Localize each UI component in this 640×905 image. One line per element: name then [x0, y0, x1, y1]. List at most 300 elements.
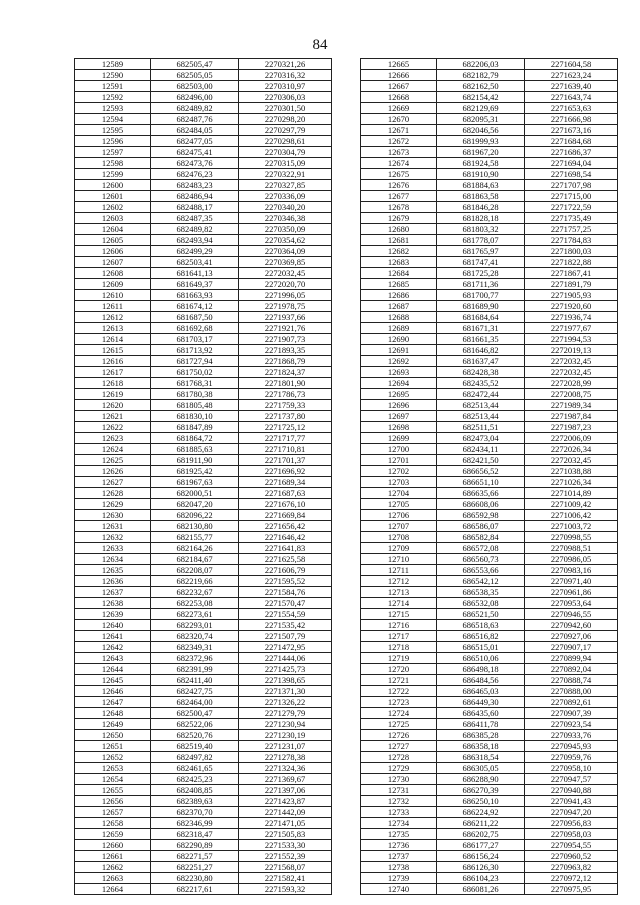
point-number: 12658 — [75, 818, 151, 829]
table-row — [361, 785, 618, 796]
coordinate-x: 682511,51 — [437, 422, 525, 433]
coordinate-x: 681750,02 — [151, 367, 239, 378]
point-number: 12605 — [75, 235, 151, 246]
point-number: 12642 — [75, 642, 151, 653]
coordinate-x: 682434,11 — [437, 444, 525, 455]
table-row — [75, 642, 332, 653]
coordinate-y: 2270322,91 — [239, 169, 332, 180]
point-number: 12594 — [75, 114, 151, 125]
coordinate-x: 686270,39 — [437, 785, 525, 796]
coordinate-y: 2271996,05 — [239, 290, 332, 301]
point-number: 12704 — [361, 488, 437, 499]
point-number: 12590 — [75, 70, 151, 81]
coordinate-x: 681863,58 — [437, 191, 525, 202]
coordinate-x: 681805,48 — [151, 400, 239, 411]
coordinate-y: 2271994,53 — [525, 334, 618, 345]
coordinate-y: 2271800,03 — [525, 246, 618, 257]
coordinate-x: 682372,96 — [151, 653, 239, 664]
coordinate-y: 2271936,74 — [525, 312, 618, 323]
table-row — [75, 125, 332, 136]
table-row — [75, 411, 332, 422]
coordinate-x: 682500,47 — [151, 708, 239, 719]
coordinate-y: 2270899,94 — [525, 653, 618, 664]
coordinate-x: 682522,06 — [151, 719, 239, 730]
coordinate-x: 682461,65 — [151, 763, 239, 774]
coordinate-x: 686651,10 — [437, 477, 525, 488]
coordinate-y: 2270892,61 — [525, 697, 618, 708]
table-row — [361, 609, 618, 620]
coordinate-y: 2271707,98 — [525, 180, 618, 191]
table-row — [361, 92, 618, 103]
point-number: 12608 — [75, 268, 151, 279]
coordinate-y: 2272006,09 — [525, 433, 618, 444]
point-number: 12681 — [361, 235, 437, 246]
table-row — [75, 862, 332, 873]
coordinate-x: 686435,60 — [437, 708, 525, 719]
table-row — [361, 334, 618, 345]
point-number: 12599 — [75, 169, 151, 180]
table-row — [361, 312, 618, 323]
coordinate-y: 2271824,37 — [239, 367, 332, 378]
point-number: 12720 — [361, 664, 437, 675]
point-number: 12604 — [75, 224, 151, 235]
coordinate-x: 681911,90 — [151, 455, 239, 466]
table-row — [361, 444, 618, 455]
point-number: 12690 — [361, 334, 437, 345]
coordinate-x: 681864,72 — [151, 433, 239, 444]
coordinate-x: 681765,97 — [437, 246, 525, 257]
coordinate-y: 2270998,55 — [525, 532, 618, 543]
coordinate-x: 682154,42 — [437, 92, 525, 103]
coordinate-x: 686586,07 — [437, 521, 525, 532]
coordinate-x: 682253,08 — [151, 598, 239, 609]
coordinate-y: 2270298,20 — [239, 114, 332, 125]
point-number: 12659 — [75, 829, 151, 840]
coordinate-x: 681885,63 — [151, 444, 239, 455]
coordinate-y: 2270963,82 — [525, 862, 618, 873]
coordinate-y: 2271694,04 — [525, 158, 618, 169]
coordinate-x: 681924,58 — [437, 158, 525, 169]
point-number: 12660 — [75, 840, 151, 851]
coordinates-table-left — [74, 58, 332, 895]
point-number: 12706 — [361, 510, 437, 521]
table-row — [361, 499, 618, 510]
coordinate-y: 2271698,54 — [525, 169, 618, 180]
coordinate-y: 2271801,90 — [239, 378, 332, 389]
point-number: 12643 — [75, 653, 151, 664]
coordinate-y: 2271786,73 — [239, 389, 332, 400]
coordinate-y: 2271423,87 — [239, 796, 332, 807]
point-number: 12650 — [75, 730, 151, 741]
point-number: 12622 — [75, 422, 151, 433]
table-row — [361, 290, 618, 301]
point-number: 12602 — [75, 202, 151, 213]
coordinate-y: 2272032,45 — [525, 356, 618, 367]
point-number: 12689 — [361, 323, 437, 334]
coordinate-y: 2271584,76 — [239, 587, 332, 598]
coordinate-y: 2272019,13 — [525, 345, 618, 356]
point-number: 12634 — [75, 554, 151, 565]
coordinate-x: 682408,85 — [151, 785, 239, 796]
coordinate-x: 681689,90 — [437, 301, 525, 312]
point-number: 12640 — [75, 620, 151, 631]
table-row — [75, 697, 332, 708]
table-row — [361, 543, 618, 554]
coordinate-y: 2271725,12 — [239, 422, 332, 433]
table-row — [361, 818, 618, 829]
table-row — [75, 290, 332, 301]
coordinate-y: 2272028,99 — [525, 378, 618, 389]
coordinate-y: 2272008,75 — [525, 389, 618, 400]
coordinate-y: 2270892,04 — [525, 664, 618, 675]
coordinate-x: 686592,98 — [437, 510, 525, 521]
point-number: 12684 — [361, 268, 437, 279]
table-row — [75, 818, 332, 829]
coordinate-y: 2271568,07 — [239, 862, 332, 873]
point-number: 12676 — [361, 180, 437, 191]
coordinate-x: 682484,05 — [151, 125, 239, 136]
coordinate-x: 686177,27 — [437, 840, 525, 851]
point-number: 12592 — [75, 92, 151, 103]
table-row — [361, 257, 618, 268]
point-number: 12711 — [361, 565, 437, 576]
point-number: 12709 — [361, 543, 437, 554]
coordinate-x: 681768,31 — [151, 378, 239, 389]
coordinate-x: 682000,51 — [151, 488, 239, 499]
coordinate-y: 2271656,42 — [239, 521, 332, 532]
point-number: 12652 — [75, 752, 151, 763]
table-row — [75, 158, 332, 169]
table-row — [75, 191, 332, 202]
table-row — [361, 521, 618, 532]
point-number: 12682 — [361, 246, 437, 257]
table-row — [361, 752, 618, 763]
coordinate-y: 2270354,62 — [239, 235, 332, 246]
table-row — [361, 631, 618, 642]
coordinate-x: 682520,76 — [151, 730, 239, 741]
table-row — [75, 653, 332, 664]
coordinate-x: 686560,73 — [437, 554, 525, 565]
table-row — [75, 796, 332, 807]
coordinate-y: 2271784,83 — [525, 235, 618, 246]
point-number: 12669 — [361, 103, 437, 114]
table-row — [361, 697, 618, 708]
table-row — [75, 774, 332, 785]
table-row — [361, 510, 618, 521]
coordinate-y: 2270321,26 — [239, 59, 332, 70]
point-number: 12593 — [75, 103, 151, 114]
coordinate-y: 2271535,42 — [239, 620, 332, 631]
point-number: 12655 — [75, 785, 151, 796]
table-row — [361, 136, 618, 147]
coordinate-x: 686288,90 — [437, 774, 525, 785]
coordinate-y: 2271684,68 — [525, 136, 618, 147]
point-number: 12700 — [361, 444, 437, 455]
table-row — [75, 532, 332, 543]
coordinate-y: 2270888,74 — [525, 675, 618, 686]
coordinate-y: 2271230,19 — [239, 730, 332, 741]
coordinate-x: 682370,70 — [151, 807, 239, 818]
table-row — [361, 653, 618, 664]
point-number: 12630 — [75, 510, 151, 521]
table-row — [361, 59, 618, 70]
table-row — [75, 301, 332, 312]
coordinate-x: 681727,94 — [151, 356, 239, 367]
table-row — [75, 422, 332, 433]
table-row — [75, 103, 332, 114]
point-number: 12694 — [361, 378, 437, 389]
coordinate-y: 2271595,52 — [239, 576, 332, 587]
coordinate-x: 682503,00 — [151, 81, 239, 92]
coordinate-y: 2271471,05 — [239, 818, 332, 829]
coordinate-y: 2270971,40 — [525, 576, 618, 587]
table-row — [75, 136, 332, 147]
point-number: 12654 — [75, 774, 151, 785]
coordinate-y: 2271324,36 — [239, 763, 332, 774]
table-row — [361, 477, 618, 488]
table-row — [75, 631, 332, 642]
table-row — [361, 565, 618, 576]
coordinate-x: 686465,03 — [437, 686, 525, 697]
point-number: 12601 — [75, 191, 151, 202]
coordinate-x: 682182,79 — [437, 70, 525, 81]
table-row — [75, 488, 332, 499]
point-number: 12685 — [361, 279, 437, 290]
coordinate-y: 2271003,72 — [525, 521, 618, 532]
point-number: 12626 — [75, 466, 151, 477]
point-number: 12633 — [75, 543, 151, 554]
coordinate-y: 2271710,81 — [239, 444, 332, 455]
point-number: 12717 — [361, 631, 437, 642]
table-row — [361, 356, 618, 367]
table-row — [361, 125, 618, 136]
coordinate-y: 2270907,17 — [525, 642, 618, 653]
coordinate-y: 2270327,85 — [239, 180, 332, 191]
coordinate-y: 2270958,10 — [525, 763, 618, 774]
coordinate-y: 2271425,73 — [239, 664, 332, 675]
table-row — [75, 334, 332, 345]
point-number: 12731 — [361, 785, 437, 796]
point-number: 12631 — [75, 521, 151, 532]
coordinate-y: 2271687,63 — [239, 488, 332, 499]
point-number: 12662 — [75, 862, 151, 873]
point-number: 12707 — [361, 521, 437, 532]
coordinate-y: 2271696,92 — [239, 466, 332, 477]
table-row — [75, 807, 332, 818]
point-number: 12611 — [75, 301, 151, 312]
point-number: 12644 — [75, 664, 151, 675]
point-number: 12596 — [75, 136, 151, 147]
coordinate-y: 2271442,09 — [239, 807, 332, 818]
coordinate-x: 681711,36 — [437, 279, 525, 290]
table-row — [361, 202, 618, 213]
coordinate-y: 2271643,74 — [525, 92, 618, 103]
table-row — [75, 884, 332, 895]
table-row — [361, 433, 618, 444]
coordinate-y: 2270983,16 — [525, 565, 618, 576]
coordinate-x: 682487,76 — [151, 114, 239, 125]
table-row — [75, 147, 332, 158]
table-row — [75, 213, 332, 224]
point-number: 12725 — [361, 719, 437, 730]
coordinate-y: 2271369,67 — [239, 774, 332, 785]
table-row — [361, 686, 618, 697]
table-row — [75, 180, 332, 191]
table-row — [75, 741, 332, 752]
coordinate-y: 2270961,86 — [525, 587, 618, 598]
point-number: 12697 — [361, 411, 437, 422]
point-number: 12738 — [361, 862, 437, 873]
point-number: 12678 — [361, 202, 437, 213]
table-row — [361, 411, 618, 422]
coordinate-x: 681637,47 — [437, 356, 525, 367]
point-number: 12727 — [361, 741, 437, 752]
coordinate-y: 2271686,37 — [525, 147, 618, 158]
table-row — [75, 752, 332, 763]
point-number: 12712 — [361, 576, 437, 587]
coordinate-x: 681713,92 — [151, 345, 239, 356]
table-row — [361, 180, 618, 191]
coordinate-x: 682488,17 — [151, 202, 239, 213]
coordinate-x: 682318,47 — [151, 829, 239, 840]
point-number: 12613 — [75, 323, 151, 334]
table-row — [361, 796, 618, 807]
coordinate-y: 2271757,25 — [525, 224, 618, 235]
coordinate-y: 2271905,93 — [525, 290, 618, 301]
table-row — [75, 202, 332, 213]
table-row — [75, 114, 332, 125]
table-row — [361, 246, 618, 257]
coordinate-x: 686542,12 — [437, 576, 525, 587]
point-number: 12641 — [75, 631, 151, 642]
point-number: 12692 — [361, 356, 437, 367]
point-number: 12621 — [75, 411, 151, 422]
point-number: 12736 — [361, 840, 437, 851]
coordinate-x: 681910,90 — [437, 169, 525, 180]
coordinate-y: 2270933,76 — [525, 730, 618, 741]
table-row — [361, 279, 618, 290]
coordinate-x: 681780,38 — [151, 389, 239, 400]
coordinate-x: 686449,30 — [437, 697, 525, 708]
coordinate-x: 686156,24 — [437, 851, 525, 862]
coordinate-y: 2271604,58 — [525, 59, 618, 70]
point-number: 12616 — [75, 356, 151, 367]
coordinate-x: 686582,84 — [437, 532, 525, 543]
point-number: 12620 — [75, 400, 151, 411]
table-row — [75, 730, 332, 741]
coordinate-x: 681703,17 — [151, 334, 239, 345]
table-row — [75, 92, 332, 103]
table-row — [75, 873, 332, 884]
coordinate-x: 681778,07 — [437, 235, 525, 246]
table-row — [75, 268, 332, 279]
coordinate-y: 2270986,05 — [525, 554, 618, 565]
coordinate-y: 2271398,65 — [239, 675, 332, 686]
point-number: 12732 — [361, 796, 437, 807]
table-row — [75, 59, 332, 70]
coordinate-y: 2271397,06 — [239, 785, 332, 796]
coordinate-y: 2270975,95 — [525, 884, 618, 895]
coordinate-y: 2270945,93 — [525, 741, 618, 752]
point-number: 12647 — [75, 697, 151, 708]
table-row — [361, 323, 618, 334]
point-number: 12719 — [361, 653, 437, 664]
point-number: 12688 — [361, 312, 437, 323]
table-row — [361, 598, 618, 609]
point-number: 12701 — [361, 455, 437, 466]
table-row — [361, 455, 618, 466]
coordinate-x: 682477,05 — [151, 136, 239, 147]
coordinate-x: 682095,31 — [437, 114, 525, 125]
table-row — [361, 169, 618, 180]
coordinate-x: 682489,82 — [151, 224, 239, 235]
coordinate-y: 2270315,09 — [239, 158, 332, 169]
coordinate-x: 681725,28 — [437, 268, 525, 279]
table-row — [361, 147, 618, 158]
coordinate-x: 681641,13 — [151, 268, 239, 279]
coordinate-y: 2271893,35 — [239, 345, 332, 356]
coordinate-y: 2271006,42 — [525, 510, 618, 521]
coordinate-x: 682497,82 — [151, 752, 239, 763]
table-row — [361, 620, 618, 631]
table-row — [361, 367, 618, 378]
coordinate-x: 682489,82 — [151, 103, 239, 114]
coordinate-y: 2270947,57 — [525, 774, 618, 785]
coordinate-x: 682428,38 — [437, 367, 525, 378]
point-number: 12667 — [361, 81, 437, 92]
point-number: 12729 — [361, 763, 437, 774]
coordinate-x: 681674,12 — [151, 301, 239, 312]
coordinate-y: 2271582,41 — [239, 873, 332, 884]
point-number: 12686 — [361, 290, 437, 301]
point-number: 12628 — [75, 488, 151, 499]
coordinate-y: 2271646,42 — [239, 532, 332, 543]
table-row — [361, 664, 618, 675]
table-row — [361, 532, 618, 543]
coordinate-x: 681663,93 — [151, 290, 239, 301]
table-row — [361, 400, 618, 411]
point-number: 12713 — [361, 587, 437, 598]
coordinate-x: 686484,56 — [437, 675, 525, 686]
coordinate-y: 2271038,88 — [525, 466, 618, 477]
coordinate-y: 2271891,79 — [525, 279, 618, 290]
coordinate-y: 2270972,12 — [525, 873, 618, 884]
coordinate-y: 2271639,40 — [525, 81, 618, 92]
coordinate-y: 2271278,38 — [239, 752, 332, 763]
coordinate-x: 681830,10 — [151, 411, 239, 422]
coordinate-x: 682349,31 — [151, 642, 239, 653]
coordinate-y: 2272020,70 — [239, 279, 332, 290]
point-number: 12691 — [361, 345, 437, 356]
point-number: 12589 — [75, 59, 151, 70]
table-row — [361, 378, 618, 389]
table-row — [75, 675, 332, 686]
coordinate-x: 686081,26 — [437, 884, 525, 895]
table-row — [75, 598, 332, 609]
coordinate-y: 2271641,83 — [239, 543, 332, 554]
coordinate-y: 2271701,37 — [239, 455, 332, 466]
coordinate-x: 686656,52 — [437, 466, 525, 477]
point-number: 12607 — [75, 257, 151, 268]
coordinate-x: 682391,99 — [151, 664, 239, 675]
point-number: 12699 — [361, 433, 437, 444]
coordinate-x: 682389,63 — [151, 796, 239, 807]
point-number: 12702 — [361, 466, 437, 477]
table-row — [361, 488, 618, 499]
coordinate-y: 2271533,30 — [239, 840, 332, 851]
point-number: 12597 — [75, 147, 151, 158]
point-number: 12606 — [75, 246, 151, 257]
